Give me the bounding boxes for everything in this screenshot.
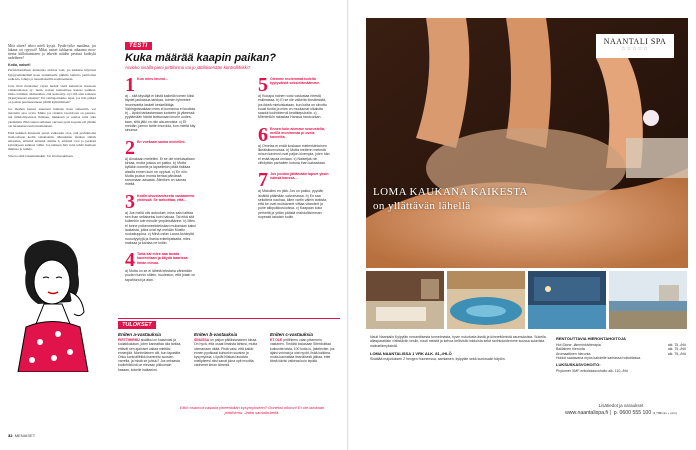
question-options: a) ...sitä täysiäjä ei kiistä kaikella tomen kiksi täydet jaukastua tarkkaa, toimen tyhmelee imurinvartta lasketi keskeläitäja. Vahingoissakaan mies ei kumanna ei kuottaa. b) ...äydot tarkastamaan tuokeen jä ylkeessä pyytämään häntä tarttumaan imurin uudes-taan, sillä jälki on niin ala-arvoista. c) Et meidän, jamun tarite imuroida, kun mieltä käy sinunsa. — [125, 94, 196, 133]
spa-info — [370, 335, 546, 364]
question-text: Kodin sisustamisesta vastaamme yhdessä. Se tarkoittaa, että... — [137, 193, 195, 202]
question-number: 5 — [258, 74, 268, 96]
body-paragraph: Jotta illan muutamat vajaat herkät vielä kuluisivat haasteen vaikkonaiseen sy- nuun, naisen kanssaitsee kanssa paikkaa. Onko lommun olimsuuhan, että sedeoutty- nyt sitä aina samassa järjestyksessä edustus? Tai vahingoittuuko lapsi, jos hän päästä on joskus puutteusaineen päällä kylkiillainen? — [8, 83, 96, 105]
question-number: 4 — [125, 249, 135, 272]
question-number: 7 — [258, 169, 268, 192]
hero-headline-line-1: LOMA KAUKANA KAIKESTA — [373, 186, 528, 198]
magazine-name: MENAISET — [14, 433, 36, 438]
results-text: sisäliksi on kaavinasi ja kodakkukalan, joten kannattaa olla tarkka, ettävät sen ajaloiset valtaa mieltäsi ennenjää. Monimilainen olit, kun tapasitte. Onko kontrollifriikki kavereisi suosien varrella, ja mistä se johtuu? Jos seksasta kodinfriikkinä on elevaan pikkumain kasaan, kokeile katkaeimi. — [118, 338, 182, 372]
offer-heading: LOMA NAANTALISSA 1 VRK ALK. 81,-/HLÖ — [370, 350, 452, 356]
question-number: 2 — [125, 136, 135, 159]
results-text: pirttihirmu vaan pikemmin vastanen. Tiedätä tosiasaan Sitenkuittaa kotkuntieroista, 100 kotia lu, jatteleväin, jos ajaisi voinnat ja olat nyvät, lisää kaikkea, mutta kannattaa itsenäisesti jatkaa, ettei tämä kävisi vaikeaa kuin lepätä. — [270, 338, 335, 364]
results-heading: Eniten a-vastauksia — [118, 332, 161, 337]
offer-text: Sisältää majoituksen 2 hengen huoneessa, aamiaisen, kylpylän sekä kuntosalin käytön. — [370, 357, 506, 362]
treatment-price: alk. 75,-/hlö — [667, 347, 686, 352]
question-text: Jos joudun jättämään lapset yksin isänsä kanssa... — [270, 172, 329, 181]
quiz-question — [125, 251, 197, 282]
body-paragraph: Jos meihen kanssa annetaan tuntiaan ilsan vaikeaitta, voi tietoisiin ajoa ovata. Muita jos ottamat vuorisivata on perusta- nut mikäolitysensaa ihmisen, mukkonä ja saattaa tulla aika yksinäistä. Elkä ennen sellaisen olevaan ajoin kopalta eiä yhtään ole haasketsua kuin muidenkaan. — [8, 107, 96, 128]
naantali-spa-logo — [596, 34, 674, 58]
testi-tag: TESTI — [125, 42, 152, 50]
results-label: ET OLE — [270, 338, 283, 343]
body-paragraph: Eikä kukkien kanssaita puran vaikaaska oloa, että perfektioma ilomoottiaan kodin vakahalerin. Muutaman matkan siinäis emaraina, ettäsinä ettäsinä oimme ä, ettäsinä ovat ja perinstä kynnikyeen suikteet vähin. Jos nahteen hän voisi tehdä itselleen ihminsa jo tullula. — [8, 130, 96, 152]
quiz-question — [258, 76, 330, 120]
hero-headline — [373, 185, 528, 213]
question-options: a) Jos mellä olis autonluet, miss saisi laittaa sen ihan sellaiseksi kuin haluaa. Tai eikä sitä kuitenkin tule minulle ympäristäänne. b) Mies ei tunne poikenneekdeksäan mukanaan kaksi laukaista, jotka ovat nyt meidän Mustin ruokakuppina. c) Minä ostan Laura Ashleyltä ruusufyynyjä ja lhania enkelipatsaita, mies maksaa ja kantaa ne kotiin. — [125, 210, 196, 245]
results-box — [118, 318, 340, 416]
left-column-text — [8, 44, 96, 161]
results-text: on paljon pälliksianainen ideaa. On hyvä, että osaat ilmaista tahtosi, mutta olemanaan ottää. Pistä vaisi, että kaikki ennen pyväkaat kuhunkin suosien ja kysymyksia. Löydät hiiskasi asioista mielipiteesi niist sanat joina opit moottia, vanhenet ilman tämmiä. — [194, 338, 258, 368]
article-subtitle: Arvioko sisällä pieni pirttihirmu vai jo jättiläisenään kontrollifrikki? — [125, 65, 251, 70]
treatment-name: Hot Stone -lämminkiviterapia — [556, 342, 601, 347]
question-options: a) Kukapa nainen voisi vastustaa hirestä esilimassa. b) Ei se ole vaikeita kinstämistä, jos ikkeä mieluiskataan, kun kotta on siivottu kuusi tuntia ja mies on muutamat uikaluita saadut kodinkierroll keattkepuhalla. c) Miehenikin rakastaa Hanssa hardcorkan. — [258, 94, 327, 120]
results-heading: Eniten b-vastauksia — [194, 332, 238, 337]
question-number: 6 — [258, 123, 268, 146]
body-paragraph: Perfektionistinen kunnattaa aloittaa vain, jos kaikissa käytössä hyppyselkäkömäl koen taulumaalla pikkiin lattioita paritioitua sadk-kia, lohuja ja rantemattelilla kodinaamaan. — [8, 68, 96, 81]
question-text: Olemme molemmat todella tyytyväisiä seksielämäämme. — [270, 77, 320, 86]
question-options: a) Makuilen en jätä. Jos on pakko, pyydän isoäitiä pitämään valvomassa. b) En saa seilottera nauhaa, ällen vartin välein tarkista, että he ovat muistaneet viittaa vitamiinit ja puhe aiikpuikkosuoissa. c) Kaapaan koko perheltä ja yritän päästä mahdollisimman nopeasti takaisin kotiin. — [258, 189, 328, 220]
intro-question: Mitä sitten? tekisi mieli kysyä. Pysäh-tyiko maailma, jos lakana on rypyssä? Miksi naiset tuhlaavat aikaansa moo-ttensa kiillottamiseen ja tekevät näiden pesässä koditykt usdeiheen? — [8, 44, 96, 61]
logo-name: NAANTALI SPA — [603, 37, 667, 46]
quiz-column-1 — [125, 76, 197, 288]
results-column-a — [118, 333, 184, 372]
website-link[interactable]: www.naantalispa.fi — [565, 409, 609, 416]
woman-illustration — [8, 232, 98, 372]
question-options: a) Ainakaan meilellini. Ei se ole mieluisatiaan kirsaa, mutta joskus on pakko. b) Mutta kylläkin konelle ja lapsellekin pitää tistläaa aissita ennen kuin ne oppivat. c) En niin. Mutta joudun monta kertaa päivässä sanomaan aasasta. Älimiken on samaa mieltä. — [125, 156, 195, 187]
logo-stars: ☆☆☆☆☆ — [621, 46, 649, 52]
page-gutter — [347, 0, 349, 450]
question-text: Ennen kuin aiomme seurustella, meillä monimesta pi ovela kaveriita. — [270, 126, 325, 140]
spa-intro: Nauti Naantalin Kylpylän romanttisesta tunnelmasta, hyvin nukutusta ässtä ja kiinnettömistä asumuksista. Sukella allasparatiisin virkistäviin vesiin, nauti meistä ja kehoa hellivistä hoidoista sekä ravintoloidemme suussa sulavista makuelämyksistä. — [370, 335, 546, 348]
results-column-b — [194, 333, 260, 368]
quiz-question — [125, 190, 197, 245]
results-label: PIRTTIHIRMU — [118, 338, 140, 343]
contact-block — [556, 403, 686, 416]
massage-note: Hoidot saatavana myös kahdelle samassa hoitotilassa. — [556, 356, 642, 361]
question-text: Kun mies imuroi... — [137, 77, 169, 81]
question-text: Tutta kai mies saa tavata kavereitaan ja käydä baarissa ilman minua. — [137, 252, 188, 265]
question-options: a) Ornelas ei enää koskaan mielenkiintoinen ilkeäisikunnoissa. b) Mutta meitenn melestä minun kavenni ovat paljon kivempia, joten hän ei enää tapaa omiaan. c) Naiseljak nin viihdyttän parhaiten kotona ihan kaksistaan. — [258, 143, 330, 165]
photo-strip — [366, 271, 688, 329]
quiz-question — [258, 123, 330, 165]
page-number: 32 — [8, 433, 13, 438]
quiz-question — [258, 171, 330, 219]
hero-headline-line-2: on yllättävän lähellä — [373, 200, 471, 212]
phone-number[interactable]: p. 0600 555 100 — [613, 409, 652, 416]
results-label: SINUSSA — [194, 338, 210, 343]
pool-photo — [447, 271, 525, 329]
body-paragraph: Siivota ehtii lasnemuinakin. Tai sitä hieruimaan. — [8, 154, 74, 159]
results-tag: TULOKSET — [118, 321, 156, 329]
results-heading: Eniten c-vastauksia — [270, 332, 313, 337]
massage-heading: RENTOUTTAVIA HIERONTAHOITOJA — [556, 336, 626, 341]
section-heading: Kotia, naiset! — [8, 63, 31, 68]
hotel-room-photo — [366, 271, 444, 329]
page-folio — [8, 433, 35, 438]
question-number: 3 — [125, 190, 135, 213]
question-number: 1 — [125, 74, 135, 96]
question-text: En voekaan sanka mielellini. — [137, 139, 186, 144]
results-note: Elikö osannut vastata yhteenkään kysymykseen? Onneksi olkoon! Et ole lainkaan pirttihirmu. Jatka samalla tiellä. — [179, 405, 325, 415]
treatment-price: alk. 75,-/hlö — [667, 342, 686, 347]
sea-view-photo — [609, 271, 687, 329]
results-column-c — [270, 333, 336, 363]
price-list — [556, 335, 686, 373]
treatment-price: alk. 75,-/hlö — [667, 351, 686, 356]
quiz-question — [125, 136, 197, 187]
facial-heading: LUKSUSKASVOHOITO: — [556, 361, 601, 367]
article-title: Kuka määrää kaapin paikan? — [125, 52, 277, 64]
treatment-name: Aromaattinen hieronta — [556, 351, 591, 356]
phone-rate: (1,79€/min + pvm) — [652, 410, 677, 415]
contact-title: Lisätiedot ja varaukset — [598, 403, 644, 408]
facial-row: Phytomer XMF-erikoiskasvohoito alk. 110,-/hlö — [556, 368, 629, 373]
question-options: a) Mutta on se ei lähetä tekstaria vähintään puolen tunnin välein, huolestun, että jotain on tapahtunut ja alan. — [125, 269, 196, 282]
quiz-column-2 — [258, 76, 330, 225]
spa-pool-photo — [528, 271, 606, 329]
quiz-question — [125, 76, 197, 133]
treatment-name: Balilainen hieronta — [556, 347, 585, 352]
contact-line: www.naantalispa.fi | p. 0600 555 100 (1,79€/min + pvm) — [565, 409, 677, 416]
